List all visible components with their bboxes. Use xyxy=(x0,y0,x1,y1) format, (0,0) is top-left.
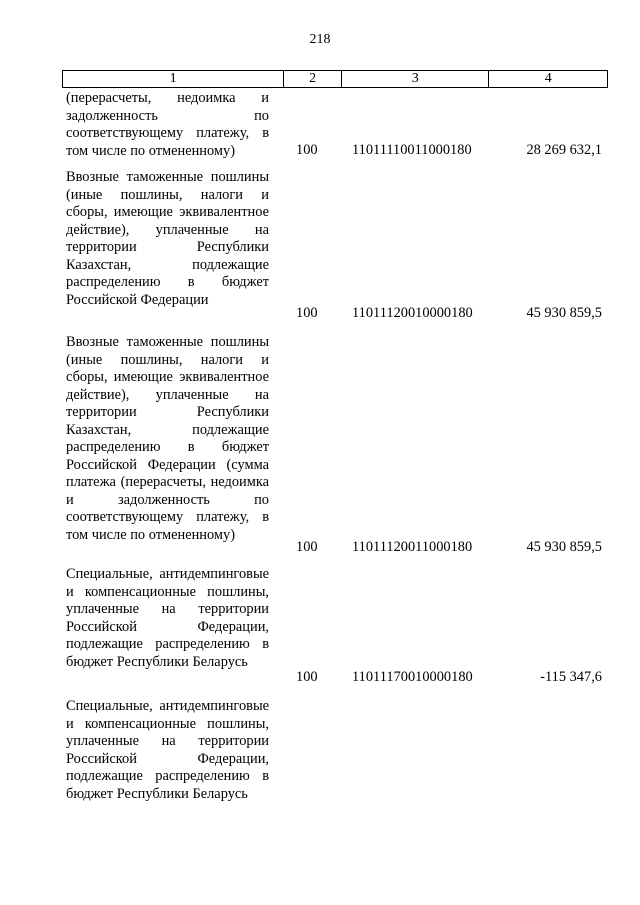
row-amount: 45 930 859,5 xyxy=(526,539,602,555)
header-col-3: 3 xyxy=(342,71,489,87)
header-col-1: 1 xyxy=(63,71,284,87)
row-description: Ввозные таможенные пошлины (иные пошлины, налоги и сборы, имеющие эквивалентное действие), уплаченные на территории Республики Казахстан, подлежащие распределению в бюджет Российской Федерации (сумма платежа (перерасчеты, недоимка и задолженность по соответствующему платежу, в том числе по отмененному) xyxy=(66,334,269,543)
row-admin-code: 100 xyxy=(296,305,318,321)
row-admin-code: 100 xyxy=(296,669,318,685)
header-col-4: 4 xyxy=(544,71,552,86)
table-header xyxy=(62,70,608,88)
row-description: Ввозные таможенные пошлины (иные пошлины, налоги и сборы, имеющие эквивалентное действие), уплаченные на территории Республики Казахстан, подлежащие распределению в бюджет Российской Федерации xyxy=(66,169,269,308)
row-kbk: 11011170010000180 xyxy=(352,669,473,685)
row-admin-code: 100 xyxy=(296,142,318,158)
row-kbk: 11011120011000180 xyxy=(352,539,473,555)
row-amount: -115 347,6 xyxy=(540,669,602,685)
row-kbk: 11011110011000180 xyxy=(352,142,472,158)
row-description: Специальные, антидемпинговые и компенсационные пошлины, уплаченные на территории Российской Федерации, подлежащие распределению в бюджет Республики Беларусь xyxy=(66,566,269,670)
header-col-2: 2 xyxy=(284,71,342,87)
row-kbk: 11011120010000180 xyxy=(352,305,473,321)
row-amount: 28 269 632,1 xyxy=(526,142,602,158)
row-amount: 45 930 859,5 xyxy=(526,305,602,321)
row-description: Специальные, антидемпинговые и компенсационные пошлины, уплаченные на территории Российской Федерации, подлежащие распределению в бюджет Республики Беларусь xyxy=(66,698,269,802)
row-description: (перерасчеты, недоимка и задолженность по соответствующему платежу, в том числе по отмененному) xyxy=(66,90,269,159)
row-admin-code: 100 xyxy=(296,539,318,555)
page-number: 218 xyxy=(309,32,331,47)
